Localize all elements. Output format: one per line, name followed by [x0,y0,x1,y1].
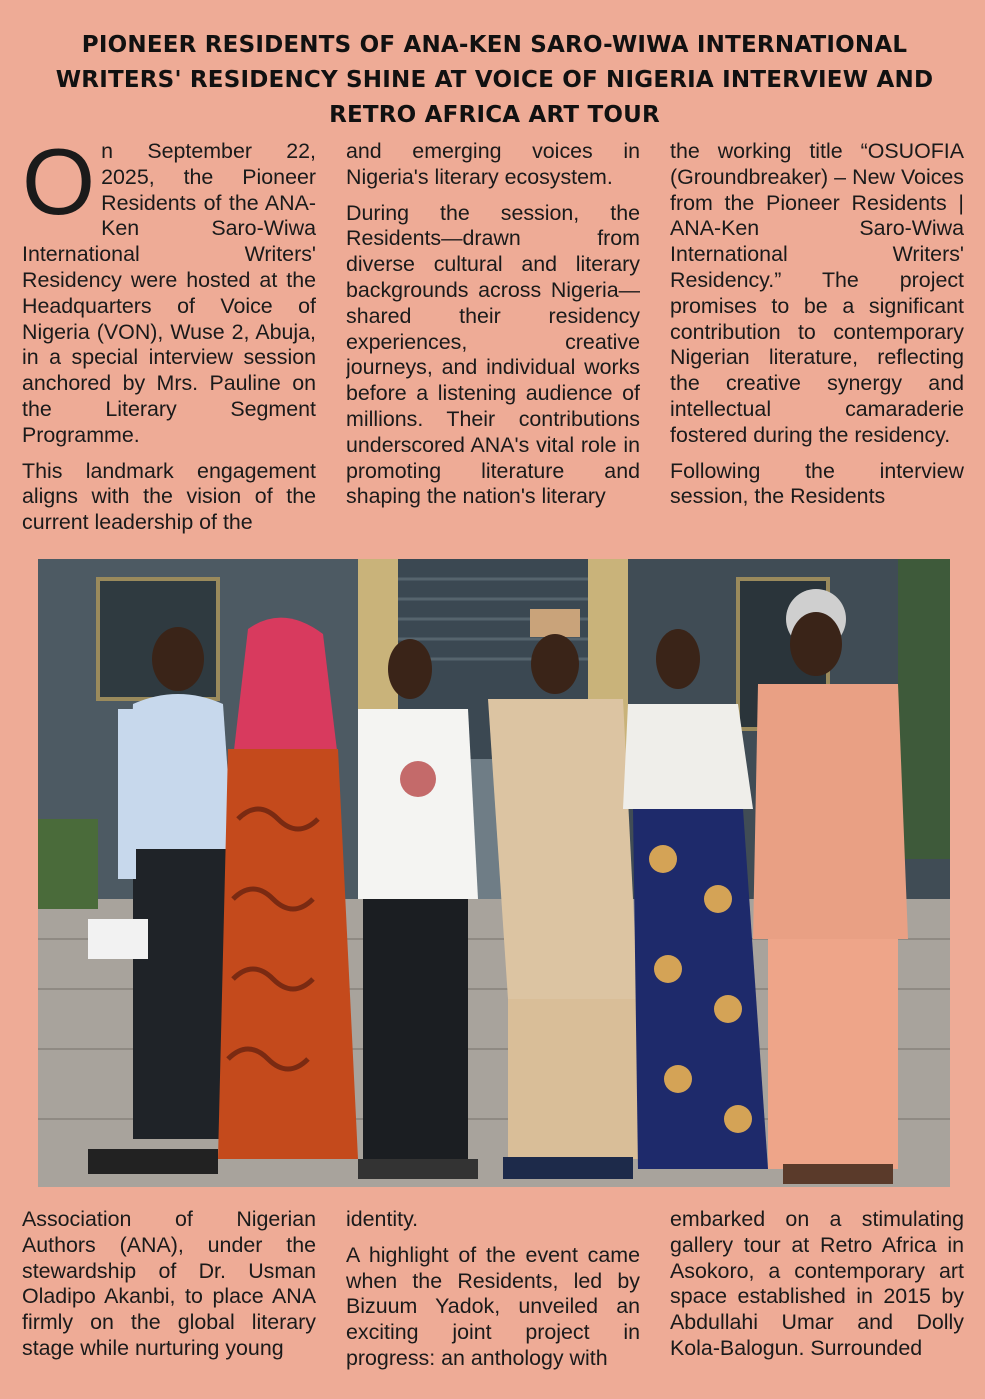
paragraph: embarked on a stimulating gallery tour at Retro Africa in Asokoro, a contemporary art space established in 2015 by Abdullahi Umar and Dolly Kola-Balogun. Surrounded [670,1207,964,1360]
paragraph: During the session, the Residents—drawn from diverse cultural and literary backgrounds across Nigeria—shared their residency experiences, creative journeys, and individual works before a listening audience of millions. Their contributions underscored ANA's vital role in promoting literature and shaping the nation's literary [346,200,640,509]
drop-cap: O [22,139,96,234]
group-photo [38,559,950,1187]
paragraph: Association of Nigerian Authors (ANA), under the stewardship of Dr. Usman Oladipo Akanbi, to place ANA firmly on the global literary stage while nurturing young [22,1207,316,1360]
bottom-column-2 [346,1207,640,1377]
intro-text: n September 22, 2025, the Pioneer Residents of the ANA-Ken Saro-Wiwa International Writers' Residency were hosted at the Headquarters of Voice of Nigeria (VON), Wuse 2, Abuja, in a special interview session anchored by Mrs. Pauline on the Literary Segment Programme. [22,139,316,447]
paragraph: A highlight of the event came when the Residents, led by Bizuum Yadok, unveiled an exciting joint project in progress: an anthology with [346,1242,640,1370]
intro-paragraph [22,139,316,449]
paragraph: and emerging voices in Nigeria's literary ecosystem. [346,139,640,189]
bottom-column-1 [22,1207,316,1377]
top-column-2 [346,139,640,537]
top-column-3 [670,139,964,537]
bottom-column-3 [670,1207,964,1377]
paragraph: This landmark engagement aligns with the vision of the current leadership of the [22,458,316,535]
paragraph: Following the interview session, the Residents [670,458,964,509]
paragraph: the working title “OSUOFIA (Groundbreaker) – New Voices from the Pioneer Residents | ANA-Ken Saro-Wiwa International Writers' Residency.” The project promises to be a significant contribution to contemporary Nigerian literature, reflecting the creative synergy and intellectual camaraderie fostered during the residency. [670,139,964,447]
group-photo-illustration [38,559,950,1187]
paragraph: identity. [346,1207,419,1231]
article-headline: PIONEER RESIDENTS OF ANA-KEN SARO-WIWA INTERNATIONAL WRITERS' RESIDENCY SHINE AT VOICE OF NIGERIA INTERVIEW AND RETRO AFRICA ART TOUR [55,32,934,128]
top-column-1 [22,139,316,537]
